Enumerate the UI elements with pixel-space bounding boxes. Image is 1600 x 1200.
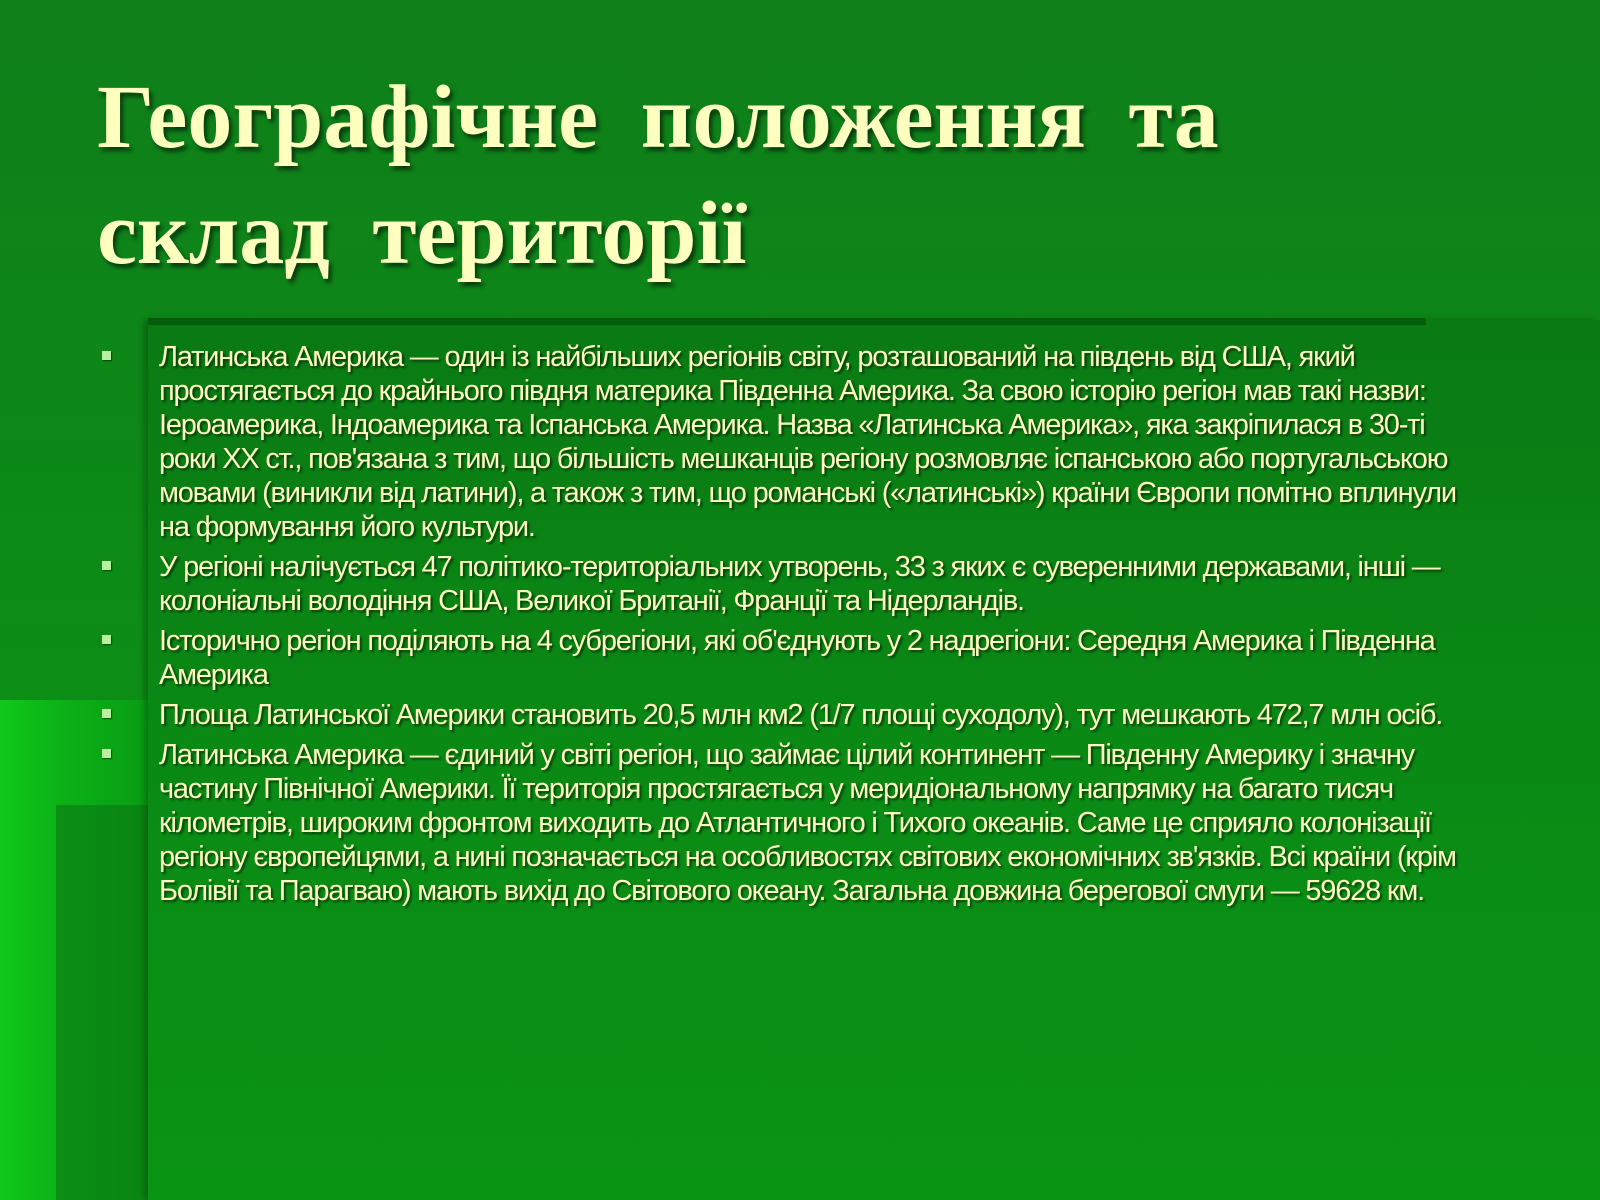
bullet-item (100, 340, 1480, 544)
bullet-item (100, 738, 1480, 908)
square-bullet-icon (102, 351, 111, 360)
bullet-item (100, 550, 1480, 618)
bullet-list (100, 340, 1480, 914)
background-divider-line (148, 318, 1426, 325)
slide-title (97, 60, 1497, 292)
bullet-text: Латинська Америка — єдиний у світі регіон, що займає цілий континент — Південну Америку і значну частину Північної Америки. Її територія простягається у меридіональному напрямку на багато тисяч кілометрів, широким фронтом виходить до Атлантичного і Тихого океанів. Саме це сприяло колонізації регіону європейцями, а нині позначається на особливостях світових економічних зв'язків. Всі країни (крім Болівії та Парагваю) мають вихід до Світового океану. Загальна довжина берегової смуги — 59628 км. (159, 739, 1456, 907)
bullet-text: Історично регіон поділяють на 4 субрегіони, які об'єднують у 2 надрегіони: Середня Америка і Південна Америка (159, 625, 1435, 691)
square-bullet-icon (102, 561, 111, 570)
bullet-text: Площа Латинської Америки становить 20,5 млн км2 (1/7 площі суходолу), тут мешкають 472,7 млн осіб. (159, 699, 1443, 731)
square-bullet-icon (102, 749, 111, 758)
square-bullet-icon (102, 635, 111, 644)
bullet-text: Латинська Америка — один із найбільших регіонів світу, розташований на південь від США, який простягається до крайнього півдня материка Південна Америка. За свою історію регіон мав такі назви: Іероамерика, Індоамерика та Іспанська Америка. Назва «Латинська Америка», яка закріпилася в 30-ті роки XX ст., пов'язана з тим, що більшість мешканців регіону розмовляє іспанською або португальською мовами (виникли від латини), а також з тим, що романські («латинські») країни Європи помітно вплинули на формування його культури. (159, 341, 1456, 543)
bullet-item (100, 698, 1480, 732)
slide-title-line-2: склад території (97, 184, 747, 283)
bullet-text: У регіоні налічується 47 політико-територіальних утворень, 33 з яких є суверенними державами, інші — колоніальні володіння США, Великої Британії, Франції та Нідерландів. (159, 551, 1440, 617)
bullet-item (100, 624, 1480, 692)
slide-title-line-1: Географічне положення та (97, 68, 1219, 167)
square-bullet-icon (102, 709, 111, 718)
